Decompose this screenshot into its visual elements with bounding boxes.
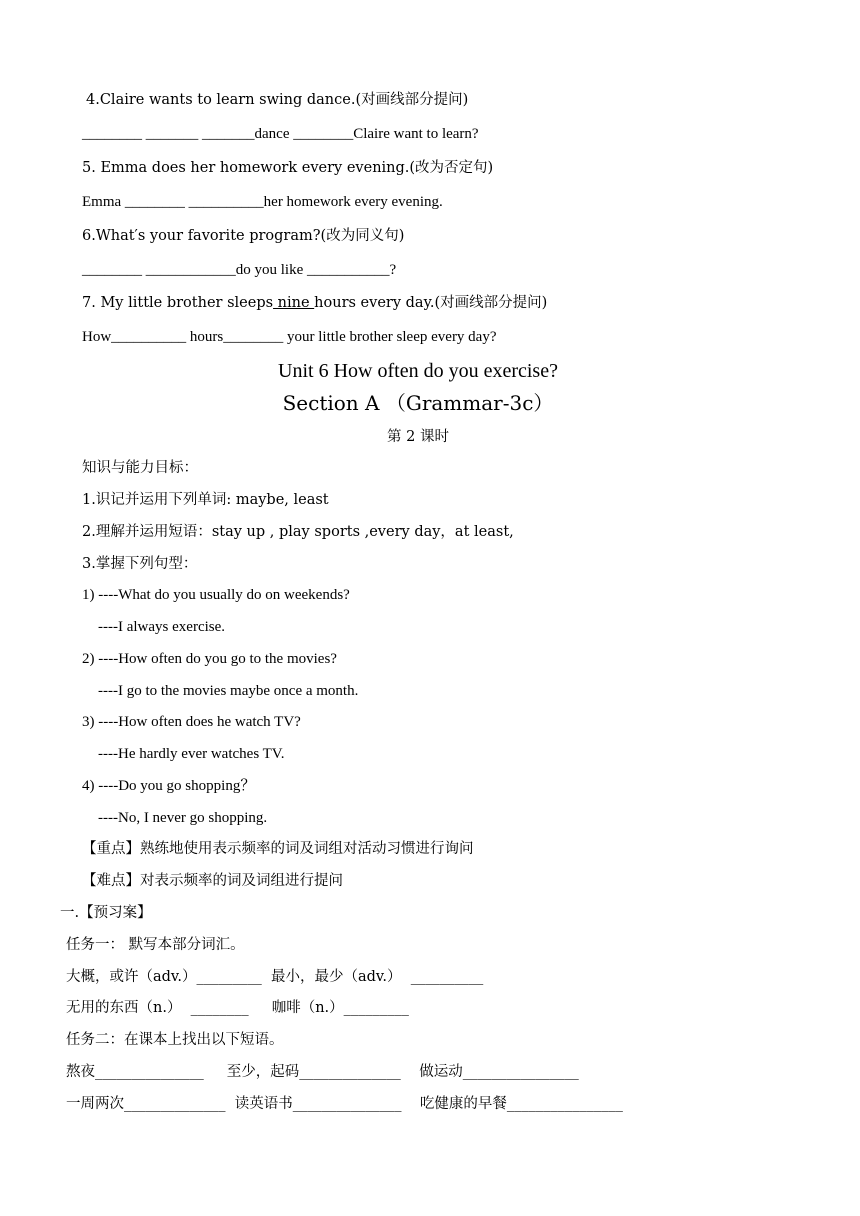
section-title: Section A （Grammar-3c） [282,391,554,415]
task-2-phrase-line-1: 熬夜_______________ 至少，起码______________ 做运动________________ [66,1064,579,1080]
lesson-label: 第 2 课时 [387,429,449,445]
question-7 [82,293,547,313]
question-4-answer-line: ________ _______ _______dance ________Claire want to learn? [82,126,479,142]
objective-2: 2.理解并运用短语：stay up , play sports ,every day，at least, [82,524,514,540]
question-5-answer-line: Emma ________ __________her homework every evening. [82,194,443,210]
task-2-heading: 任务二：在课本上找出以下短语。 [66,1032,284,1048]
question-5: 5. Emma does her homework every evening.(改为否定句) [82,160,494,176]
sentence-2-answer: ----I go to the movies maybe once a month. [98,683,359,699]
key-point: 【重点】熟练地使用表示频率的词及词组对活动习惯进行询问 [82,841,474,857]
unit-title: Unit 6 How often do you exercise? [278,360,558,382]
question-4: 4.Claire wants to learn swing dance.(对画线部分提问) [86,92,469,108]
question-7-end: hours every day.(对画线部分提问) [314,295,548,311]
objective-3: 3.掌握下列句型： [82,556,198,572]
objective-1: 1.识记并运用下列单词: maybe, least [82,492,329,508]
sentence-3-question: 3) ----How often does he watch TV? [82,714,301,730]
sentence-4-answer: ----No, I never go shopping. [98,810,268,826]
question-6: 6.What′s your favorite program?(改为同义句) [82,228,405,244]
difficult-point: 【难点】对表示频率的词及词组进行提问 [82,873,343,889]
sentence-3-answer: ----He hardly ever watches TV. [98,746,285,762]
sentence-1-answer: ----I always exercise. [98,619,226,635]
question-6-answer-line: ________ ____________do you like ___________? [82,262,397,278]
sentence-1-question: 1) ----What do you usually do on weekends? [82,587,350,603]
sentence-4-question: 4) ----Do you go shopping？ [82,778,256,794]
question-7-underlined: nine [273,295,315,311]
task-2-phrase-line-2: 一周两次______________ 读英语书_______________ 吃健康的早餐________________ [66,1096,623,1112]
task-1-heading: 任务一： 默写本部分词汇。 [66,937,245,953]
question-7-answer-line: How__________ hours________ your little brother sleep every day? [82,329,497,345]
sentence-2-question: 2) ----How often do you go to the movies? [82,651,337,667]
preview-heading: 一.【预习案】 [60,905,152,921]
objectives-heading: 知识与能力目标： [82,460,198,476]
question-7-start: 7. My little brother sleeps [82,295,274,311]
task-1-vocab-line-1: 大概，或许（adv.）_________ 最小，最少（adv.） __________ [66,969,484,985]
task-1-vocab-line-2: 无用的东西（n.） ________ 咖啡（n.）_________ [66,1000,409,1016]
